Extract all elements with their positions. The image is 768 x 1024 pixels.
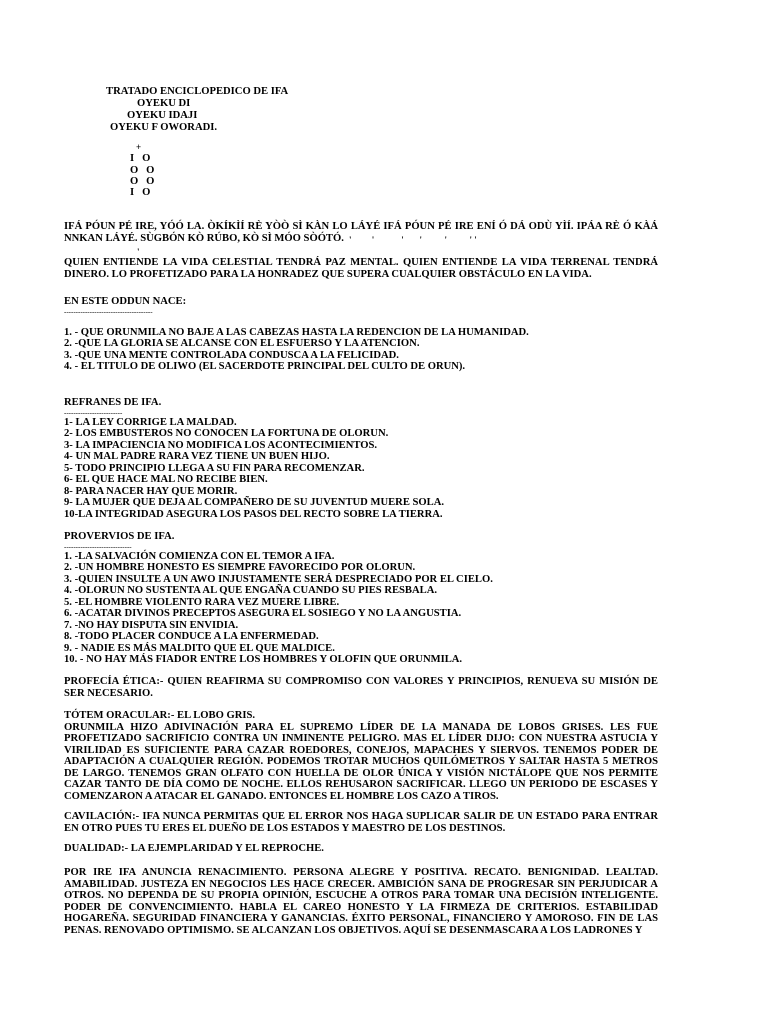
list-item: 6. -ACATAR DIVINOS PRECEPTOS ASEGURA EL SOSIEGO Y NO LA ANGUSTIA. xyxy=(64,608,462,619)
refranes-section xyxy=(64,397,658,520)
sign-row-1: I O xyxy=(130,153,151,164)
proverbios-section xyxy=(64,531,658,666)
dualidad: DUALIDAD:- LA EJEMPLARIDAD Y EL REPROCHE. xyxy=(64,843,324,854)
por-ire-paragraph: POR IRE IFA ANUNCIA RENACIMIENTO. PERSONA ALEGRE Y POSITIVA. RECATO. BENIGNIDAD. LEALTAD. AMABILIDAD. JUSTEZA EN NEGOCIOS LES HACE CRECER. AMBICIÓN SANA DE PROGRESAR SIN PERJUDICAR A OTROS. NO DEPENDA DE SU PROPIA OPINIÓN, ESCUCHE A OTROS PARA TOMAR UNA DECISIÓN INTELIGENTE. PODER DE CONVENCIMIENTO. HABLA EL CAREO HONESTO Y LA FIRMEZA DE CRITERIOS. ESTABILIDAD HOGAREÑA. SEGURIDAD FINANCIERA Y GANANCIAS. ÉXITO PERSONAL, FINANCIERO Y AMOROSO. FIN DE LAS PENAS. RENOVADO OPTIMISMO. SE ALCANZAN LOS OBJETIVOS. AQUÍ SE DESENMASCARA A LOS LADRONES Y xyxy=(64,867,658,936)
list-item: 5. -EL HOMBRE VIOLENTO RARA VEZ MUERE LIBRE. xyxy=(64,596,340,608)
totem-section xyxy=(64,710,658,802)
list-item: 10-LA INTEGRIDAD ASEGURA LOS PASOS DEL RECTO SOBRE LA TIERRA. xyxy=(64,508,443,520)
cavilacion: CAVILACIÓN:- IFA NUNCA PERMITAS QUE EL ERROR NOS HAGA SUPLICAR SALIR DE UN ESTADO PARA ENTRAR EN OTRO PUES TU ERES EL DUEÑO DE LOS ESTADOS Y MAESTRO DE LOS DESTINOS. xyxy=(64,811,658,834)
list-item: 3. -QUE UNA MENTE CONTROLADA CONDUSCA A LA FELICIDAD. xyxy=(64,349,399,361)
section-rule: ----------------------------- xyxy=(64,542,132,551)
sign-row-3: O O xyxy=(130,176,155,187)
list-item: 4. - EL TITULO DE OLIWO (EL SACERDOTE PRINCIPAL DEL CULTO DE ORUN). xyxy=(64,361,466,372)
totem-body: ORUNMILA HIZO ADIVINACIÓN PARA EL SUPREMO LÍDER DE LA MANADA DE LOBOS GRISES. LES FUE PROFETIZADO SACRIFICIO CONTRA UN INMINENTE PELIGRO. MAS EL LÍDER DIJO: CON NUESTRA ASTUCIA Y VIRILIDAD ES SUFICIENTE PARA CAZAR ROEDORES, CONEJOS, MAPACHES Y SIERVOS. TENEMOS PODER DE ADAPTACIÓN A CUALQUIER REGIÓN. PODEMOS TROTAR MUCHOS QUILÓMETROS Y SALTAR HASTA 5 METROS DE LARGO. TENEMOS GRAN OLFATO CON HUELLA DE OLOR ÚNICA Y VISIÓN NICTÁLOPE QUE NOS PERMITE CAZAR TANTO DE DÍA COMO DE NOCHE. ELLOS REHUSARON SACRIFICAR. LLEGO UN PERIODO DE ESCASES Y COMENZARON A ATACAR EL GANADO. ENTONCES EL HOMBRE LOS CAZO A TIROS. xyxy=(64,721,658,802)
list-item: 3- LA IMPACIENCIA NO MODIFICA LOS ACONTECIMIENTOS. xyxy=(64,439,378,451)
tone-marks-2: ' xyxy=(137,247,140,257)
sign-row-2: O O xyxy=(130,165,155,176)
treatise-title: TRATADO ENCICLOPEDICO DE IFA xyxy=(106,86,289,97)
tone-marks: ' ' ' ' ' ' ' xyxy=(349,235,477,245)
sign-plus: + xyxy=(136,142,142,152)
list-item: 6- EL QUE HACE MAL NO RECIBE BIEN. xyxy=(64,474,268,485)
section-rule: ------------------------- xyxy=(64,408,123,417)
list-item: 2. -UN HOMBRE HONESTO ES SIEMPRE FAVORECIDO POR OLORUN. xyxy=(64,562,416,573)
list-item: 3. -QUIEN INSULTE A UN AWO INJUSTAMENTE SERÁ DESPRECIADO POR EL CIELO. xyxy=(64,573,493,585)
nace-section xyxy=(64,296,658,373)
list-item: 8. -TODO PLACER CONDUCE A LA ENFERMEDAD. xyxy=(64,631,319,642)
list-item: 4- UN MAL PADRE RARA VEZ TIENE UN BUEN HIJO. xyxy=(64,451,330,462)
list-item: 1- LA LEY CORRIGE LA MALDAD. xyxy=(64,416,237,428)
list-item: 7. -NO HAY DISPUTA SIN ENVIDIA. xyxy=(64,619,239,631)
list-item: 9- LA MUJER QUE DEJA AL COMPAÑERO DE SU JUVENTUD MUERE SOLA. xyxy=(64,497,445,508)
list-item: 5- TODO PRINCIPIO LLEGA A SU FIN PARA RECOMENZAR. xyxy=(64,462,365,474)
odu-name-3: OYEKU F OWORADI. xyxy=(110,122,218,133)
section-rule: -------------------------------------- xyxy=(64,307,153,316)
spanish-verse: QUIEN ENTIENDE LA VIDA CELESTIAL TENDRÁ PAZ MENTAL. QUIEN ENTIENDE LA VIDA TERRENAL TENDRÁ DINERO. LO PROFETIZADO PARA LA HONRADEZ QUE SUPERA CUALQUIER OBSTÁCULO EN LA VIDA. xyxy=(64,257,658,280)
list-item: 4. -OLORUN NO SUSTENTA AL QUE ENGAÑA CUANDO SU PIES RESBALA. xyxy=(64,585,438,596)
list-item: 2. -QUE LA GLORIA SE ALCANSE CON EL ESFUERSO Y LA ATENCION. xyxy=(64,338,420,349)
odu-name-1: OYEKU DI xyxy=(137,98,191,109)
list-item: 10. - NO HAY MÁS FIADOR ENTRE LOS HOMBRES Y OLOFIN QUE ORUNMILA. xyxy=(64,654,463,665)
profecia-etica: PROFECÍA ÉTICA:- QUIEN REAFIRMA SU COMPROMISO CON VALORES Y PRINCIPIOS, RENUEVA SU MISIÓN DE SER NECESARIO. xyxy=(64,676,658,699)
section-heading: REFRANES DE IFA. xyxy=(64,397,162,408)
section-heading: TÓTEM ORACULAR:- EL LOBO GRIS. xyxy=(64,710,256,721)
odu-name-2: OYEKU IDAJI xyxy=(127,110,198,121)
list-item: 1. -LA SALVACIÓN COMIENZA CON EL TEMOR A IFA. xyxy=(64,550,335,562)
section-heading: PROVERVIOS DE IFA. xyxy=(64,531,175,542)
yoruba-verse: IFÁ PÓUN PÉ IRE, YÓÓ LA. ÒKÍKÌÍ RÈ YÒÒ SÌ KÀN LO LÁYÉ IFÁ PÓUN PÉ IRE ENÍ Ó DÁ ODÙ YÌÍ. IPÁA RÈ Ó KÀÁ NNKAN LÁYÉ. SÙGBÓN KÒ RÚBO, KÒ SÌ MÓO SÒÓTÓ. xyxy=(64,221,658,244)
sign-row-4: I O xyxy=(130,187,151,198)
list-item: 8- PARA NACER HAY QUE MORIR. xyxy=(64,485,238,497)
list-item: 1. - QUE ORUNMILA NO BAJE A LAS CABEZAS HASTA LA REDENCION DE LA HUMANIDAD. xyxy=(64,326,529,338)
list-item: 2- LOS EMBUSTEROS NO CONOCEN LA FORTUNA DE OLORUN. xyxy=(64,428,389,439)
section-heading: EN ESTE ODDUN NACE: xyxy=(64,296,187,307)
list-item: 9. - NADIE ES MÁS MALDITO QUE EL QUE MALDICE. xyxy=(64,642,335,654)
